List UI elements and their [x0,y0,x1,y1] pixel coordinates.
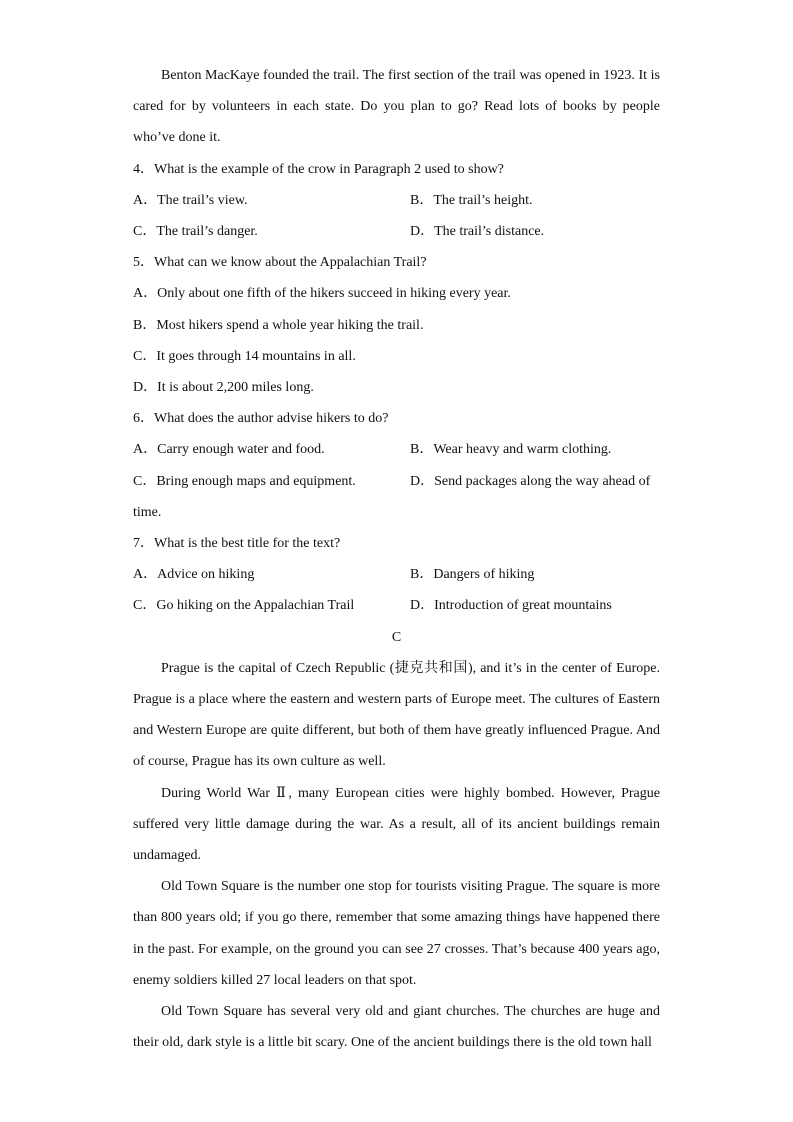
question-4-option-c[interactable]: C．The trail’s danger. [133,224,258,239]
question-7-option-b[interactable]: B．Dangers of hiking [410,567,535,583]
question-6-option-b[interactable]: B．Wear heavy and warm clothing. [410,442,612,458]
passage-c-paragraph-2: During World War Ⅱ, many European cities were highly bombed. However, Prague suffered very little damage during the war. As a result, all of its ancient buildings remain undamaged. [133,785,660,863]
question-6-options-row-1 [133,434,660,465]
question-6-option-c[interactable]: C．Bring enough maps and equipment. [133,473,356,489]
passage-c-paragraph-4: Old Town Square has several very old and giant churches. The churches are huge and their old, dark style is a little bit scary. One of the ancient buildings there is the old town hall [133,1004,660,1051]
intro-paragraph: Benton MacKaye founded the trail. The first section of the trail was opened in 1923. It is cared for by volunteers in each state. Do you plan to go? Read lots of books by people who’ve done it. [133,68,660,146]
question-7-stem: 7．What is the best title for the text? [133,535,341,551]
question-6-option-d[interactable]: D．Send packages along the way ahead of [410,473,651,489]
question-5-option-b[interactable]: B．Most hikers spend a whole year hiking the trail. [133,317,424,333]
passage-c-paragraph-3: Old Town Square is the number one stop for tourists visiting Prague. The square is more than 800 years old; if you go there, remember that some amazing things have happened there in the past. For example, on the ground you can see 27 crosses. That’s because 400 years ago, enemy soldiers killed 27 local leaders on that spot. [133,879,660,988]
passage-c-paragraph-1: Prague is the capital of Czech Republic (捷克共和国), and it’s in the center of Europe. Prague is a place where the eastern and western parts of Europe meet. The cultures of Eastern and Western Europe are quite different, but both of them have greatly influenced Prague. And of course, Prague has its own culture as well. [133,660,660,770]
section-heading-c: C [391,629,402,645]
question-5-stem: 5．What can we know about the Appalachian Trail? [133,255,427,271]
question-4-option-b[interactable]: B．The trail’s height. [410,192,533,208]
question-6-options-row-2 [133,466,660,497]
question-5-option-a[interactable]: A．Only about one fifth of the hikers succeed in hiking every year. [133,286,511,302]
question-6-option-a[interactable]: A．Carry enough water and food. [133,442,325,458]
question-4-options-row-1 [133,185,660,216]
question-7-options-row-2 [133,590,660,621]
question-7-options-row-1 [133,559,660,590]
question-6-stem: 6．What does the author advise hikers to do? [133,411,389,427]
question-7-option-d[interactable]: D．Introduction of great mountains [410,598,612,614]
question-5-option-d[interactable]: D．It is about 2,200 miles long. [133,380,314,395]
question-5-option-c[interactable]: C．It goes through 14 mountains in all. [133,348,356,364]
question-7-option-c[interactable]: C．Go hiking on the Appalachian Trail [133,598,355,614]
question-7-option-a[interactable]: A．Advice on hiking [133,567,255,583]
document-page [133,60,660,1058]
question-4-option-d[interactable]: D．The trail’s distance. [410,224,545,239]
question-4-options-row-2 [133,216,660,247]
question-4-stem: 4．What is the example of the crow in Paragraph 2 used to show? [133,161,504,177]
question-6-option-d-continued: time. [133,504,162,520]
question-4-option-a[interactable]: A．The trail’s view. [133,192,248,208]
